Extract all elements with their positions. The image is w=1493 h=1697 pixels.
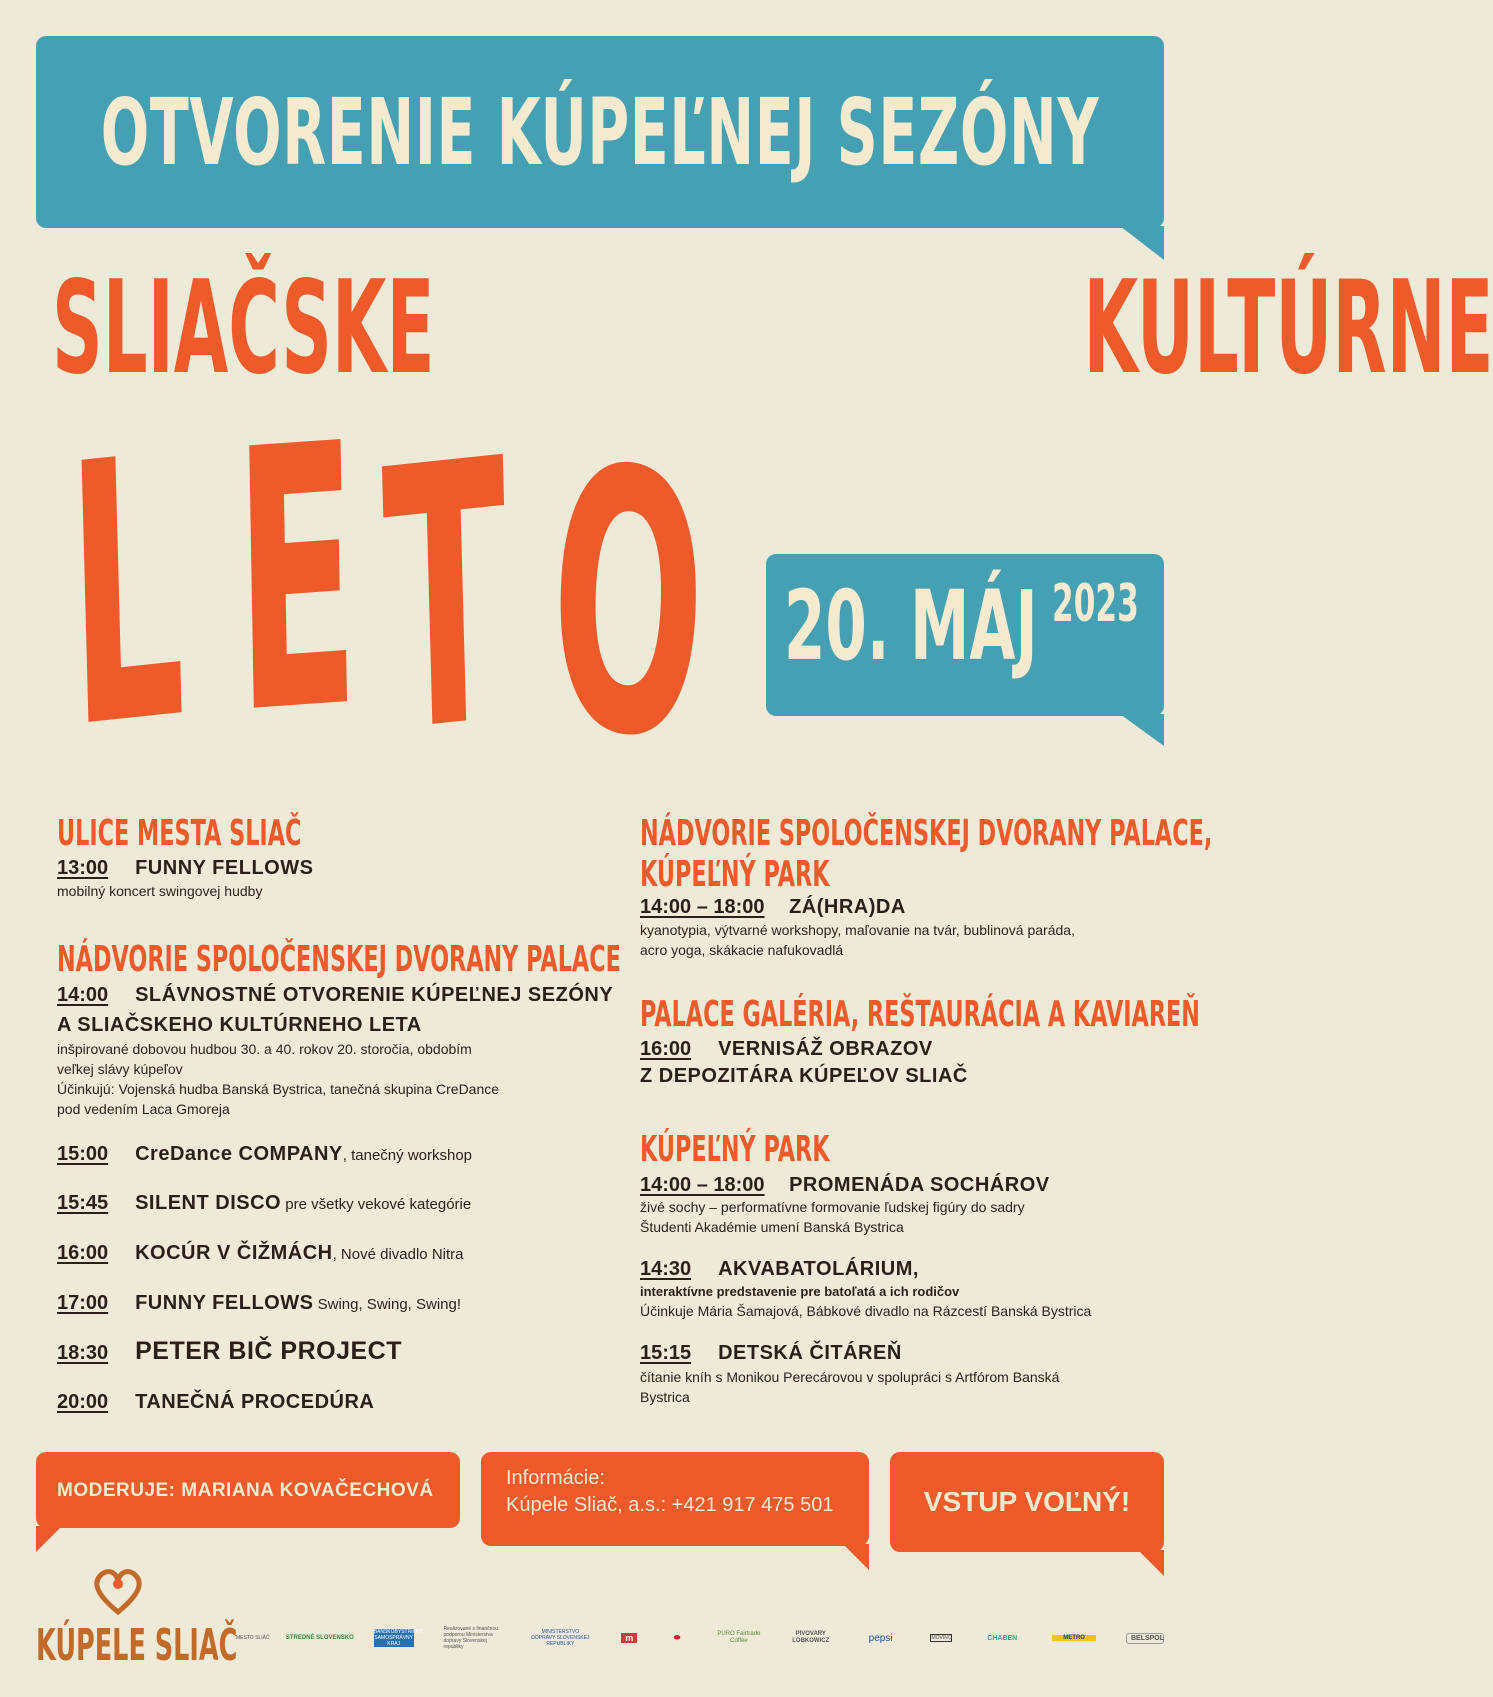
program-time: 15:00 bbox=[57, 1143, 109, 1165]
leto-letter-e: E bbox=[231, 366, 362, 794]
sponsor-logo: m bbox=[621, 1633, 637, 1643]
program-description: kyanotypia, výtvarné workshopy, maľovanie na tvár, bublinová paráda, bbox=[640, 922, 1075, 938]
program-time: 16:00 bbox=[57, 1242, 109, 1264]
venue-heading: NÁDVORIE SPOLOČENSKEJ DVORANY PALACE, bbox=[640, 813, 1213, 854]
program-description: Bystrica bbox=[640, 1389, 690, 1405]
sponsor-logo: Realizované s finančnou podporou Ministerstva dopravy Slovenskej republiky bbox=[443, 1626, 499, 1650]
program-item bbox=[57, 1337, 402, 1366]
program-item bbox=[57, 857, 313, 880]
program-description: Študenti Akadémie umení Banská Bystrica bbox=[640, 1219, 904, 1235]
sponsor-logo: METRO bbox=[1052, 1635, 1096, 1641]
date-bubble-tail bbox=[1120, 714, 1164, 746]
program-description: živé sochy – performatívne formovanie ľudskej figúry do sadry bbox=[640, 1199, 1025, 1215]
kupele-sliac-logo-text: KÚPELE SLIAČ bbox=[36, 1620, 238, 1671]
kupele-sliac-logo-icon bbox=[88, 1560, 148, 1616]
leto-letter-o: O bbox=[544, 385, 712, 825]
program-title-continued: A SLIAČSKEHO KULTÚRNEHO LETA bbox=[57, 1014, 422, 1036]
program-item bbox=[57, 1391, 374, 1414]
program-title-continued: Z DEPOZITÁRA KÚPEĽOV SLIAČ bbox=[640, 1065, 968, 1087]
program-title: PROMENÁDA SOCHÁROV bbox=[789, 1174, 1050, 1196]
program-item bbox=[640, 1174, 1050, 1197]
program-note: , tanečný workshop bbox=[342, 1147, 473, 1164]
sponsor-logo: PIVOVARY LOBKOWICZ bbox=[792, 1631, 830, 1644]
sponsor-logo: pepsi bbox=[868, 1632, 893, 1644]
venue-heading: NÁDVORIE SPOLOČENSKEJ DVORANY PALACE bbox=[57, 939, 621, 980]
sponsor-logo-icon: ⬬ bbox=[673, 1633, 681, 1642]
venue-heading: KÚPEĽNÝ PARK bbox=[640, 1129, 830, 1170]
sponsor-logo: BANSKOBYSTRICKÝ SAMOSPRÁVNY KRAJ bbox=[373, 1629, 423, 1647]
program-description: mobilný koncert swingovej hudby bbox=[57, 883, 263, 899]
subtitle bbox=[52, 253, 1493, 403]
subtitle-word-2: KULTÚRNE bbox=[1083, 253, 1493, 403]
program-time: 15:45 bbox=[57, 1192, 109, 1214]
program-time: 14:00 – 18:00 bbox=[640, 896, 765, 918]
moderator-bubble-tail bbox=[36, 1526, 62, 1552]
venue-heading: PALACE GALÉRIA, REŠTAURÁCIA A KAVIAREŇ bbox=[640, 994, 1200, 1035]
program-title: ZÁ(HRA)DA bbox=[789, 896, 906, 918]
program-item bbox=[57, 1292, 461, 1315]
program-title: DETSKÁ ČITÁREŇ bbox=[718, 1342, 902, 1364]
program-title: VERNISÁŽ OBRAZOV bbox=[718, 1038, 933, 1060]
leto-letter-l: L bbox=[63, 378, 189, 809]
program-time: 16:00 bbox=[640, 1038, 692, 1060]
entry-bubble-tail bbox=[1138, 1550, 1164, 1576]
program-item bbox=[57, 1143, 472, 1166]
program-description: Účinkujú: Vojenská hudba Banská Bystrica, tanečná skupina CreDance bbox=[57, 1081, 500, 1097]
program-item bbox=[640, 896, 906, 919]
program-description: pod vedením Laca Gmoreja bbox=[57, 1101, 230, 1117]
program-title: FUNNY FELLOWS bbox=[135, 1292, 314, 1314]
program-time: 18:30 bbox=[57, 1342, 109, 1364]
moderator-text: MODERUJE: MARIANA KOVAČECHOVÁ bbox=[57, 1480, 434, 1501]
sponsor-logo: STREDNÉ SLOVENSKO bbox=[285, 1635, 354, 1641]
program-item bbox=[57, 984, 613, 1007]
program-title: PETER BIČ PROJECT bbox=[135, 1337, 402, 1365]
program-item bbox=[640, 1038, 933, 1061]
program-item bbox=[640, 1258, 919, 1281]
sponsor-logo: PURO Fairtrade Coffee bbox=[717, 1631, 761, 1644]
event-year: 2023 bbox=[1052, 574, 1139, 634]
leto-letter-t: T bbox=[379, 382, 513, 814]
program-item bbox=[57, 1242, 464, 1265]
program-description: Účinkuje Mária Šamajová, Bábkové divadlo na Rázcestí Banská Bystrica bbox=[640, 1303, 1092, 1319]
event-title: OTVORENIE KÚPEĽNEJ SEZÓNY bbox=[100, 78, 1100, 186]
program-description: acro yoga, skákacie nafukovadlá bbox=[640, 942, 844, 958]
program-note: Swing, Swing, Swing! bbox=[313, 1296, 462, 1313]
program-title: FUNNY FELLOWS bbox=[135, 857, 314, 879]
program-item bbox=[640, 1342, 902, 1365]
program-time: 14:00 bbox=[57, 984, 109, 1006]
program-title: KOCÚR V ČIŽMÁCH bbox=[135, 1242, 333, 1264]
program-time: 14:00 – 18:00 bbox=[640, 1174, 765, 1196]
program-title: SILENT DISCO bbox=[135, 1192, 282, 1214]
program-time: 20:00 bbox=[57, 1391, 109, 1413]
program-note: pre všetky vekové kategórie bbox=[281, 1196, 472, 1213]
program-title: TANEČNÁ PROCEDÚRA bbox=[135, 1391, 375, 1413]
program-time: 13:00 bbox=[57, 857, 109, 879]
program-title: CreDance COMPANY bbox=[135, 1143, 343, 1165]
venue-heading: ULICE MESTA SLIAČ bbox=[57, 813, 302, 854]
info-phone: Kúpele Sliač, a.s.: +421 917 475 501 bbox=[506, 1494, 834, 1516]
program-time: 14:30 bbox=[640, 1258, 692, 1280]
event-date: 20. MÁJ bbox=[784, 570, 1038, 682]
program-note: , Nové divadlo Nitra bbox=[332, 1246, 464, 1263]
info-bubble-tail bbox=[843, 1544, 869, 1570]
sponsor-logo: MESTO SLIAČ bbox=[236, 1635, 270, 1641]
program-title: SLÁVNOSTNÉ OTVORENIE KÚPEĽNEJ SEZÓNY bbox=[135, 984, 614, 1006]
program-time: 17:00 bbox=[57, 1292, 109, 1314]
program-subtitle: interaktívne predstavenie pre batoľatá a ich rodičov bbox=[640, 1284, 960, 1299]
sponsor-logo: CHABEN bbox=[987, 1634, 1018, 1642]
sponsor-logo: BELSPOL bbox=[1126, 1633, 1164, 1644]
program-item bbox=[57, 1192, 471, 1215]
sponsor-strip bbox=[236, 1618, 1164, 1658]
program-description: veľkej slávy kúpeľov bbox=[57, 1061, 183, 1077]
program-time: 15:15 bbox=[640, 1342, 692, 1364]
sponsor-logo: MINISTERSTVO DOPRAVY SLOVENSKEJ REPUBLIKY bbox=[531, 1629, 590, 1647]
program-title: AKVABATOLÁRIUM, bbox=[718, 1258, 919, 1280]
free-entry-text: VSTUP VOĽNÝ! bbox=[923, 1486, 1131, 1517]
subtitle-word-1: SLIAČSKE bbox=[52, 253, 435, 403]
sponsor-logo: MOVINO bbox=[931, 1635, 952, 1641]
program-description: inšpirované dobovou hudbou 30. a 40. rokov 20. storočia, obdobím bbox=[57, 1041, 472, 1057]
venue-heading: KÚPEĽNÝ PARK bbox=[640, 854, 830, 895]
program-description: čítanie kníh s Monikou Perecárovou v spolupráci s Artfórom Banská bbox=[640, 1369, 1060, 1385]
info-label: Informácie: bbox=[506, 1467, 605, 1489]
